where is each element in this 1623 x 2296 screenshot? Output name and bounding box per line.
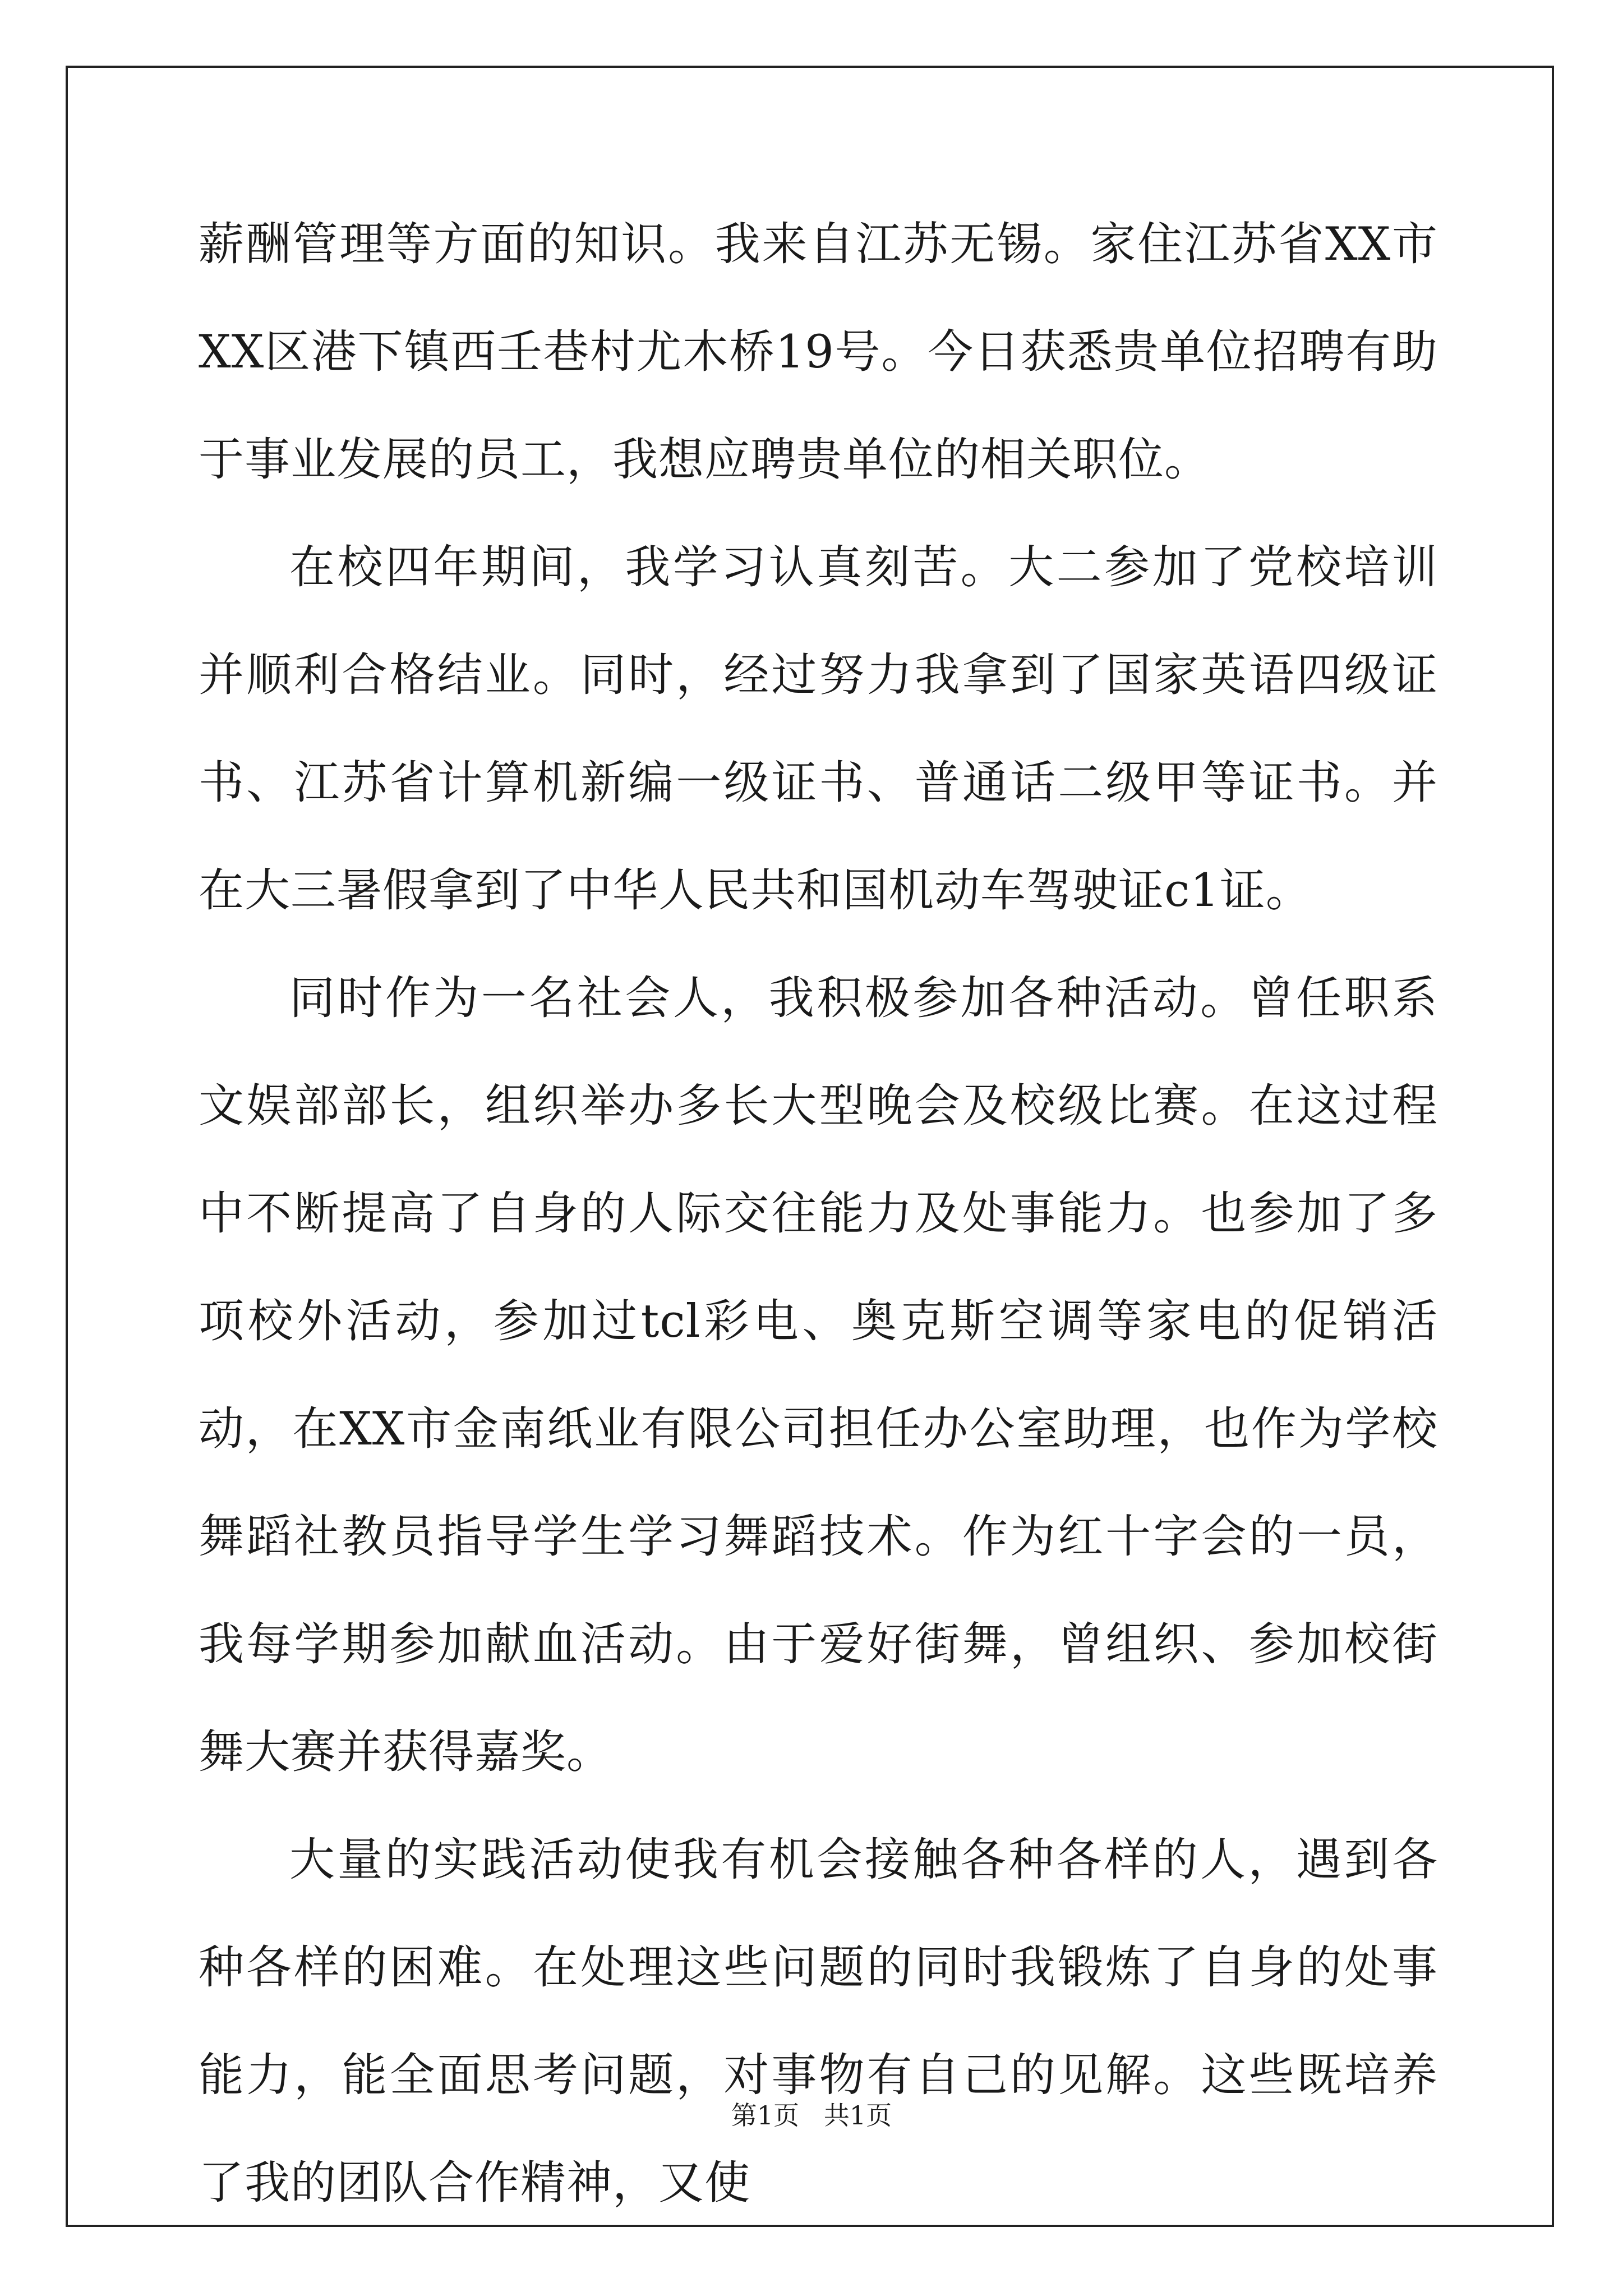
paragraph-1: 薪酬管理等方面的知识。我来自江苏无锡。家住江苏省XX市XX区港下镇西壬巷村尤木桥19号。今日获悉贵单位招聘有助于事业发展的员工，我想应聘贵单位的相关职位。: [199, 218, 1438, 486]
document-body: [199, 191, 1438, 2237]
paragraph-3: 同时作为一名社会人，我积极参加各种活动。曾任职系文娱部部长，组织举办多长大型晚会及校级比赛。在这过程中不断提高了自身的人际交往能力及处事能力。也参加了多项校外活动，参加过tcl彩电、奥克斯空调等家电的促销活动，在XX市金南纸业有限公司担任办公室助理，也作为学校舞蹈社教员指导学生学习舞蹈技术。作为红十字会的一员，我每学期参加献血活动。由于爱好街舞，曾组织、参加校街舞大赛并获得嘉奖。: [199, 972, 1438, 1779]
page-footer: 第1页 共1页: [731, 2100, 892, 2131]
paragraph-2: 在校四年期间，我学习认真刻苦。大二参加了党校培训并顺利合格结业。同时，经过努力我拿到了国家英语四级证书、江苏省计算机新编一级证书、普通话二级甲等证书。并在大三暑假拿到了中华人民共和国机动车驾驶证c1证。: [199, 541, 1438, 917]
paragraph-4: 大量的实践活动使我有机会接触各种各样的人，遇到各种各样的困难。在处理这些问题的同时我锻炼了自身的处事能力，能全面思考问题，对事物有自己的见解。这些既培养了我的团队合作精神，又使: [199, 1834, 1438, 2210]
